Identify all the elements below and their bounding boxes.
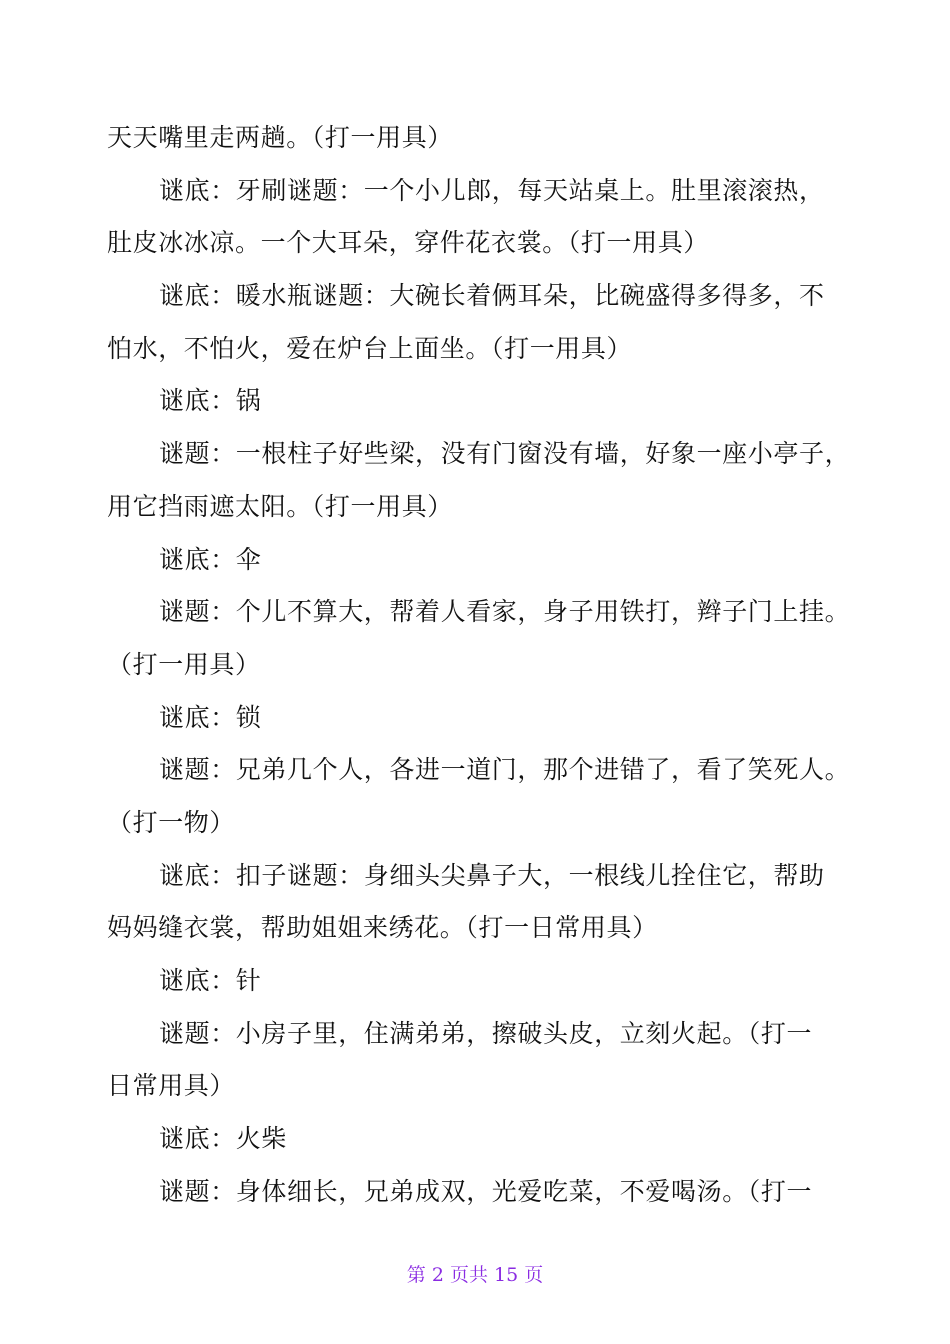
text-line: 怕水，不怕火，爱在炉台上面坐。（打一用具） <box>107 333 633 363</box>
text-line: 谜题：个儿不算大，帮着人看家，身子用铁打，辫子门上挂。 <box>159 597 851 627</box>
text-line: 谜底：扣子谜题：身细头尖鼻子大，一根线儿拴住它，帮助 <box>159 860 825 890</box>
text-line: 谜底：暖水瓶谜题：大碗长着俩耳朵，比碗盛得多得多，不 <box>159 281 825 311</box>
text-line: 妈妈缝衣裳，帮助姐姐来绣花。（打一日常用具） <box>107 913 658 943</box>
text-line: 谜题：一根柱子好些梁，没有门窗没有墙，好象一座小亭子， <box>159 439 851 469</box>
text-line: 谜题：小房子里，住满弟弟，擦破头皮，立刻火起。（打一 <box>159 1018 813 1048</box>
text-line: 天天嘴里走两趟。（打一用具） <box>107 123 453 152</box>
text-line: 日常用具） <box>107 1071 236 1101</box>
page-number-footer: 第 2 页共 15 页 <box>406 1264 544 1286</box>
text-line: 用它挡雨遮太阳。（打一用具） <box>107 491 453 521</box>
text-line: 谜底：火柴 <box>159 1124 288 1154</box>
text-line: 谜底：牙刷谜题：一个小儿郎，每天站桌上。肚里滚滚热， <box>159 175 825 205</box>
document-body <box>107 112 867 1218</box>
text-line: （打一用具） <box>107 649 261 679</box>
text-line: 肚皮冰冰凉。一个大耳朵，穿件花衣裳。（打一用具） <box>107 228 709 258</box>
text-line: （打一物） <box>107 807 236 837</box>
text-line: 谜底：锅 <box>159 386 262 416</box>
text-line: 谜底：锁 <box>159 702 262 732</box>
text-line: 谜底：针 <box>159 966 262 995</box>
text-line: 谜底：伞 <box>159 544 262 574</box>
text-line: 谜题：兄弟几个人，各进一道门，那个进错了，看了笑死人。 <box>159 755 851 785</box>
text-line: 谜题：身体细长，兄弟成双，光爱吃菜，不爱喝汤。（打一 <box>159 1176 813 1206</box>
